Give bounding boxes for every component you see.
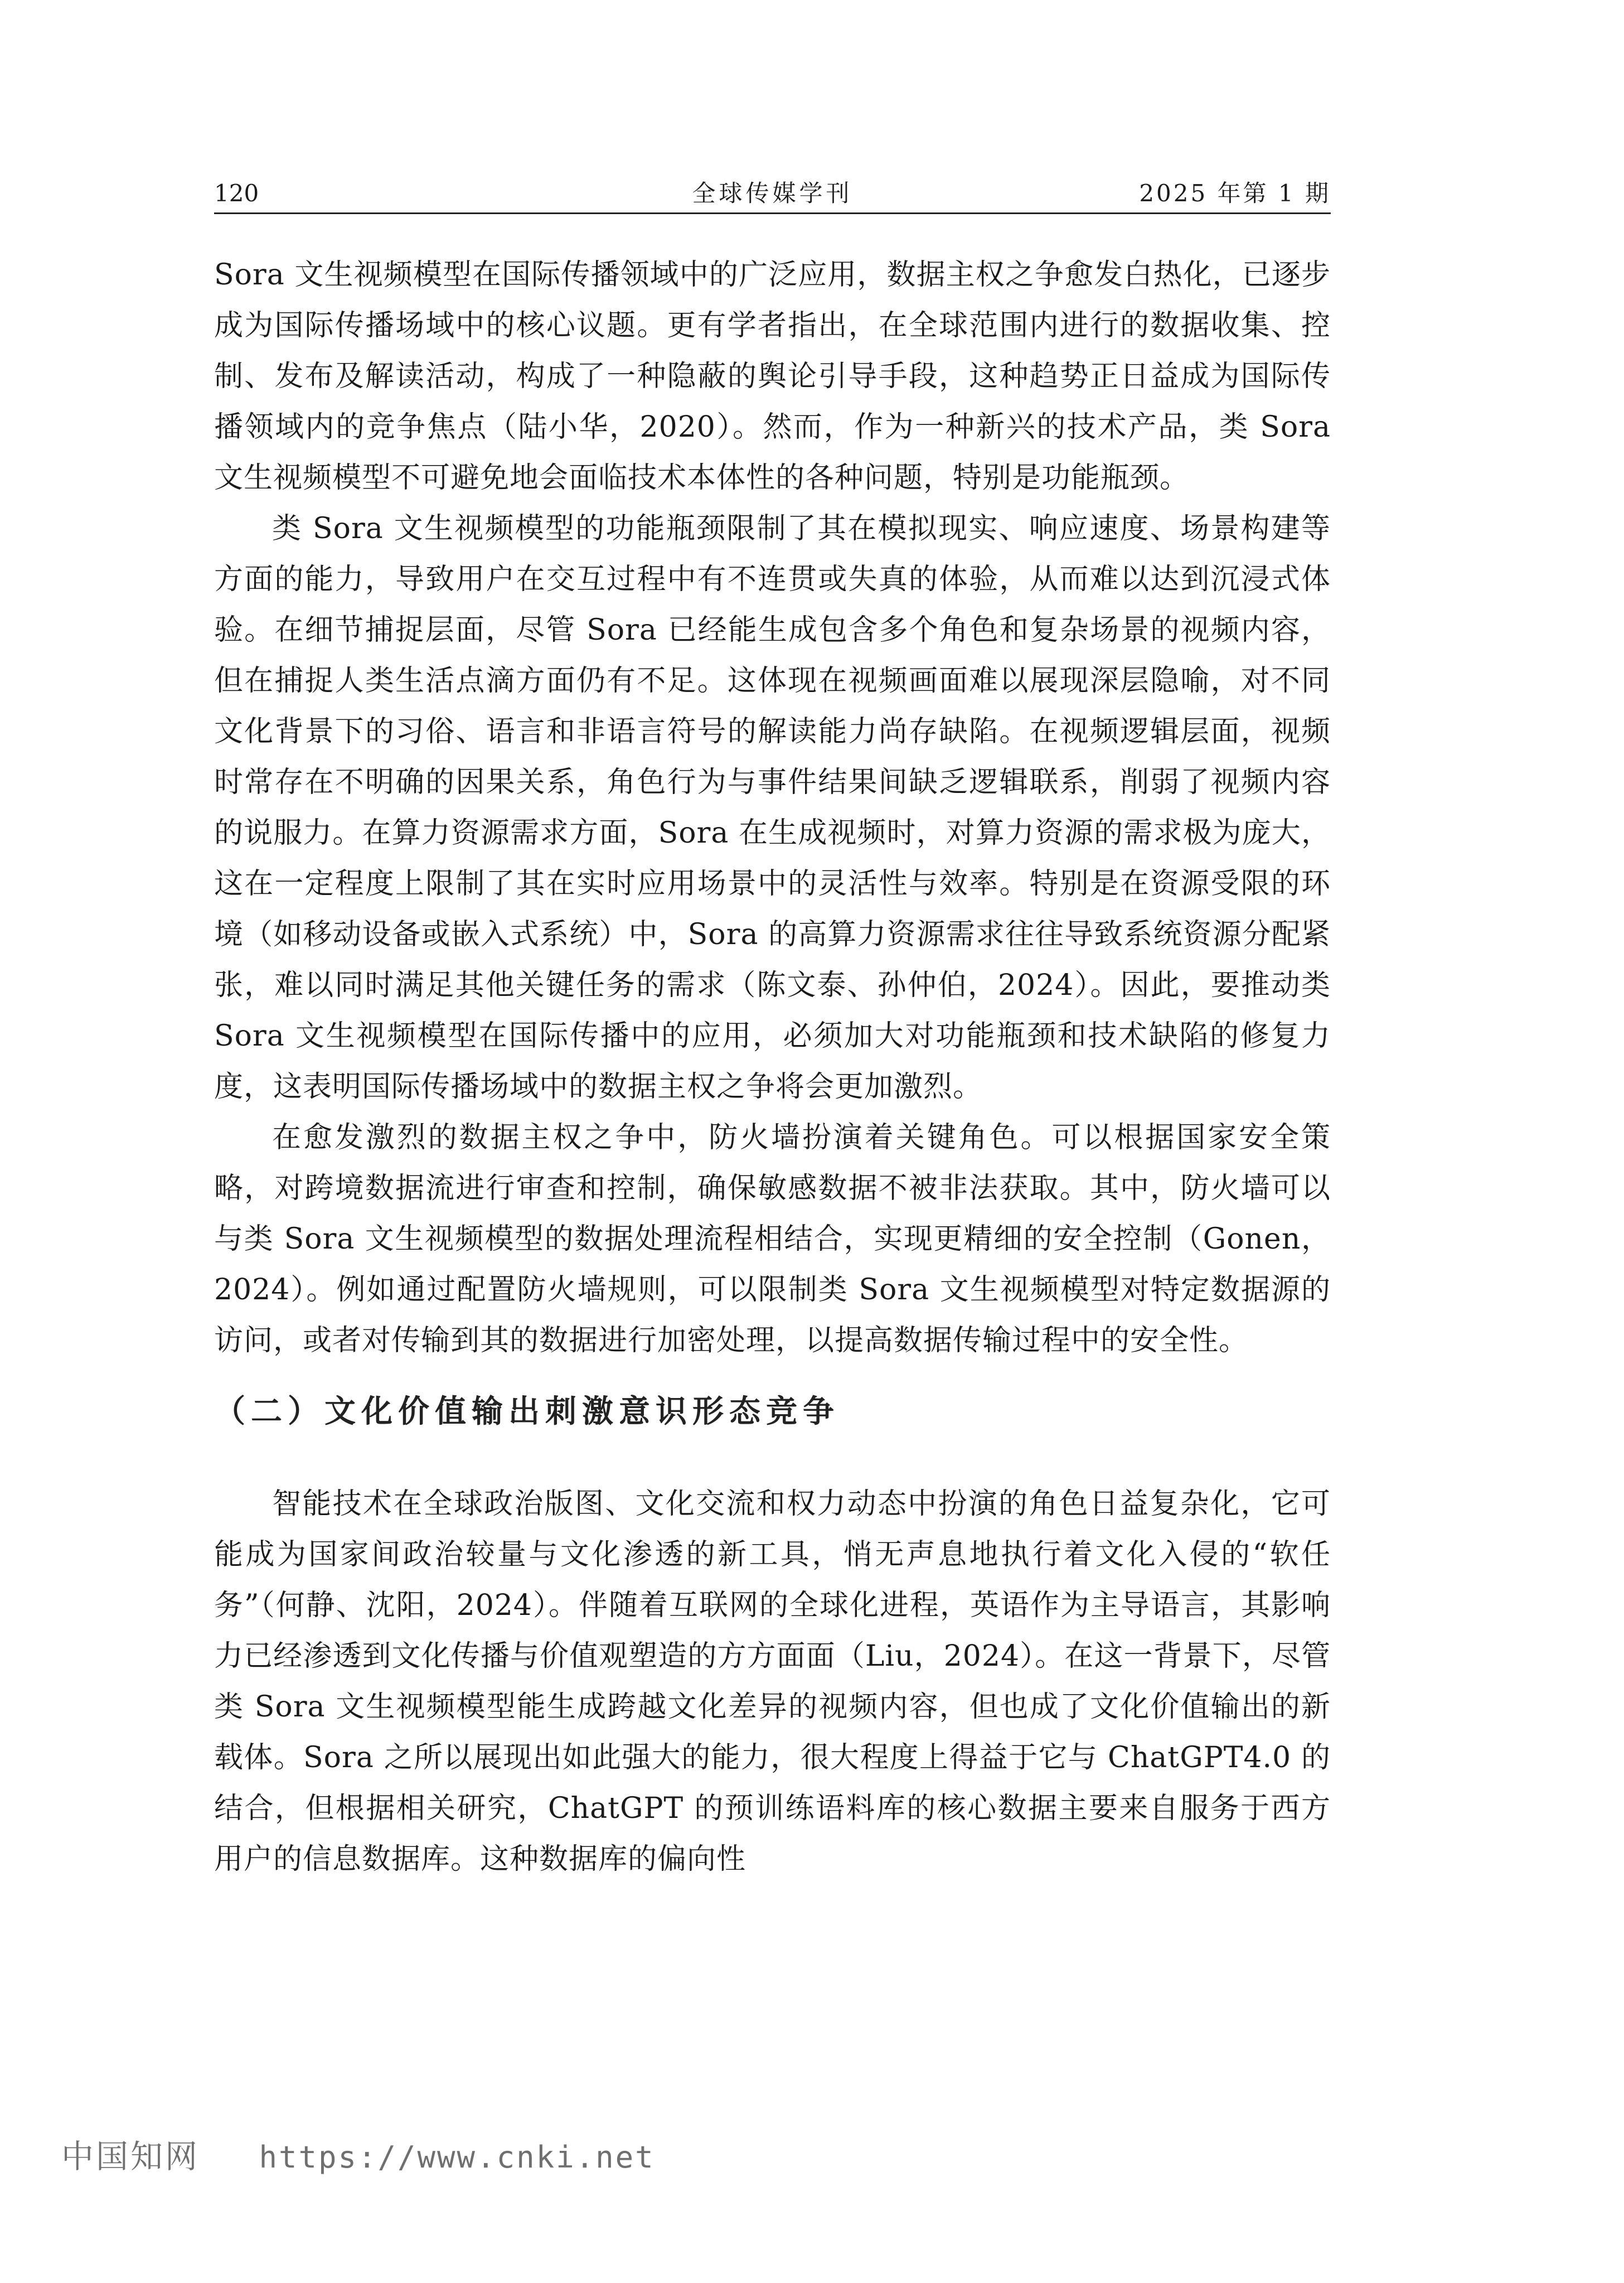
journal-title: 全球传媒学刊 xyxy=(692,180,853,207)
article-body xyxy=(214,250,1331,1885)
issue-label: 2025 年第 1 期 xyxy=(1139,180,1331,207)
paragraph-2: 类 Sora 文生视频模型的功能瓶颈限制了其在模拟现实、响应速度、场景构建等方面的能力，导致用户在交互过程中有不连贯或失真的体验，从而难以达到沉浸式体验。在细节捕捉层面，尽管 Sora 已经能生成包含多个角色和复杂场景的视频内容，但在捕捉人类生活点滴方面仍有不足。这体现在视频画面难以展现深层隐喻，对不同文化背景下的习俗、语言和非语言符号的解读能力尚存缺陷。在视频逻辑层面，视频时常存在不明确的因果关系，角色行为与事件结果间缺乏逻辑联系，削弱了视频内容的说服力。在算力资源需求方面，Sora 在生成视频时，对算力资源的需求极为庞大，这在一定程度上限制了其在实时应用场景中的灵活性与效率。特别是在资源受限的环境（如移动设备或嵌入式系统）中，Sora 的高算力资源需求往往导致系统资源分配紧张，难以同时满足其他关键任务的需求（陈文泰、孙仲伯，2024）。因此，要推动类 Sora 文生视频模型在国际传播中的应用，必须加大对功能瓶颈和技术缺陷的修复力度，这表明国际传播场域中的数据主权之争将会更加激烈。 xyxy=(214,512,1331,1104)
cnki-url[interactable]: https://www.cnki.net xyxy=(259,2140,655,2175)
paragraph-3: 在愈发激烈的数据主权之争中，防火墙扮演着关键角色。可以根据国家安全策略，对跨境数据流进行审查和控制，确保敏感数据不被非法获取。其中，防火墙可以与类 Sora 文生视频模型的数据处理流程相结合，实现更精细的安全控制（Gonen，2024）。例如通过配置防火墙规则，可以限制类 Sora 文生视频模型对特定数据源的访问，或者对传输到其的数据进行加密处理，以提高数据传输过程中的安全性。 xyxy=(214,1121,1331,1357)
paragraph-4: 智能技术在全球政治版图、文化交流和权力动态中扮演的角色日益复杂化，它可能成为国家间政治较量与文化渗透的新工具，悄无声息地执行着文化入侵的“软任务”（何静、沈阳，2024）。伴随着互联网的全球化进程，英语作为主导语言，其影响力已经渗透到文化传播与价值观塑造的方方面面（Liu，2024）。在这一背景下，尽管类 Sora 文生视频模型能生成跨越文化差异的视频内容，但也成了文化价值输出的新载体。Sora 之所以展现出如此强大的能力，很大程度上得益于它与 ChatGPT4.0 的结合，但根据相关研究，ChatGPT 的预训练语料库的核心数据主要来自服务于西方用户的信息数据库。这种数据库的偏向性 xyxy=(214,1487,1331,1876)
paragraph-1: Sora 文生视频模型在国际传播领域中的广泛应用，数据主权之争愈发白热化，已逐步成为国际传播场域中的核心议题。更有学者指出，在全球范围内进行的数据收集、控制、发布及解读活动，构成了一种隐蔽的舆论引导手段，这种趋势正日益成为国际传播领域内的竞争焦点（陆小华，2020）。然而，作为一种新兴的技术产品，类 Sora 文生视频模型不可避免地会面临技术本体性的各种问题，特别是功能瓶颈。 xyxy=(214,258,1331,495)
cnki-watermark xyxy=(61,2126,655,2187)
section-heading: （二）文化价值输出刺激意识形态竞争 xyxy=(214,1394,840,1430)
page-header xyxy=(214,176,1331,211)
header-rule xyxy=(214,212,1331,214)
cnki-logo: 中国知网 xyxy=(61,2137,200,2175)
page-number: 120 xyxy=(214,180,259,207)
